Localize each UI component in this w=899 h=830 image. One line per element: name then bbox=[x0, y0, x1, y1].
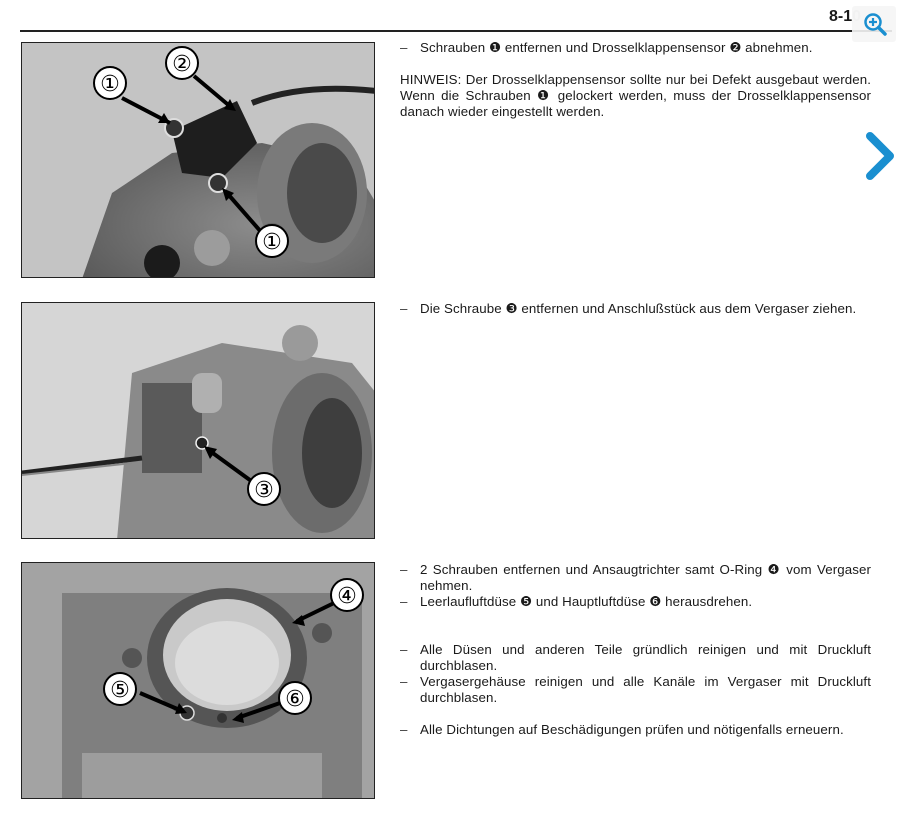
photo-label: ① bbox=[262, 230, 282, 255]
photo-connector-screw bbox=[21, 302, 375, 539]
section3-text bbox=[400, 562, 871, 738]
list-item: – Alle Düsen und anderen Teile gründlich reinigen und mit Druckluft durchblasen. bbox=[400, 642, 871, 673]
list-item: – Leerlaufluftdüse ❺ und Hauptluftdüse ❻ herausdrehen. bbox=[400, 594, 753, 609]
photo-label: ② bbox=[172, 52, 192, 77]
photo-label: ④ bbox=[337, 584, 357, 609]
list-item: – Die Schraube ❸ entfernen und Anschlußstück aus dem Vergaser ziehen. bbox=[400, 301, 857, 316]
page-number: 8-1 bbox=[829, 8, 853, 25]
zoom-in-icon bbox=[863, 12, 887, 36]
photo-intake-funnel bbox=[21, 562, 375, 799]
photo-label: ⑤ bbox=[110, 678, 130, 703]
photo-label: ③ bbox=[254, 478, 274, 503]
photo-label: ⑥ bbox=[285, 687, 305, 712]
note-paragraph: HINWEIS: Der Drosselklappensensor sollte nur bei Defekt ausgebaut werden. Wenn die Schrauben ❶ gelockert werden, muss der Drosselklappensensor danach wieder eingestellt werden. bbox=[400, 72, 871, 119]
list-item: – 2 Schrauben entfernen und Ansaugtrichter samt O-Ring ❹ vom Vergaser nehmen. bbox=[400, 562, 871, 593]
next-page-button[interactable] bbox=[862, 130, 898, 182]
zoom-in-button[interactable] bbox=[852, 6, 896, 42]
section2-text bbox=[400, 301, 871, 317]
list-item: – Alle Dichtungen auf Beschädigungen prüfen und nötigenfalls erneuern. bbox=[400, 722, 844, 737]
list-item: – Vergasergehäuse reinigen und alle Kanäle im Vergaser mit Druckluft durchblasen. bbox=[400, 674, 871, 705]
photo-label: ① bbox=[100, 72, 120, 97]
list-item: – Schrauben ❶ entfernen und Drosselklappensensor ❷ abnehmen. bbox=[400, 40, 813, 55]
photo-throttle-sensor bbox=[21, 42, 375, 278]
header-rule bbox=[20, 30, 892, 32]
section1-text bbox=[400, 40, 871, 120]
chevron-right-icon bbox=[862, 130, 898, 182]
